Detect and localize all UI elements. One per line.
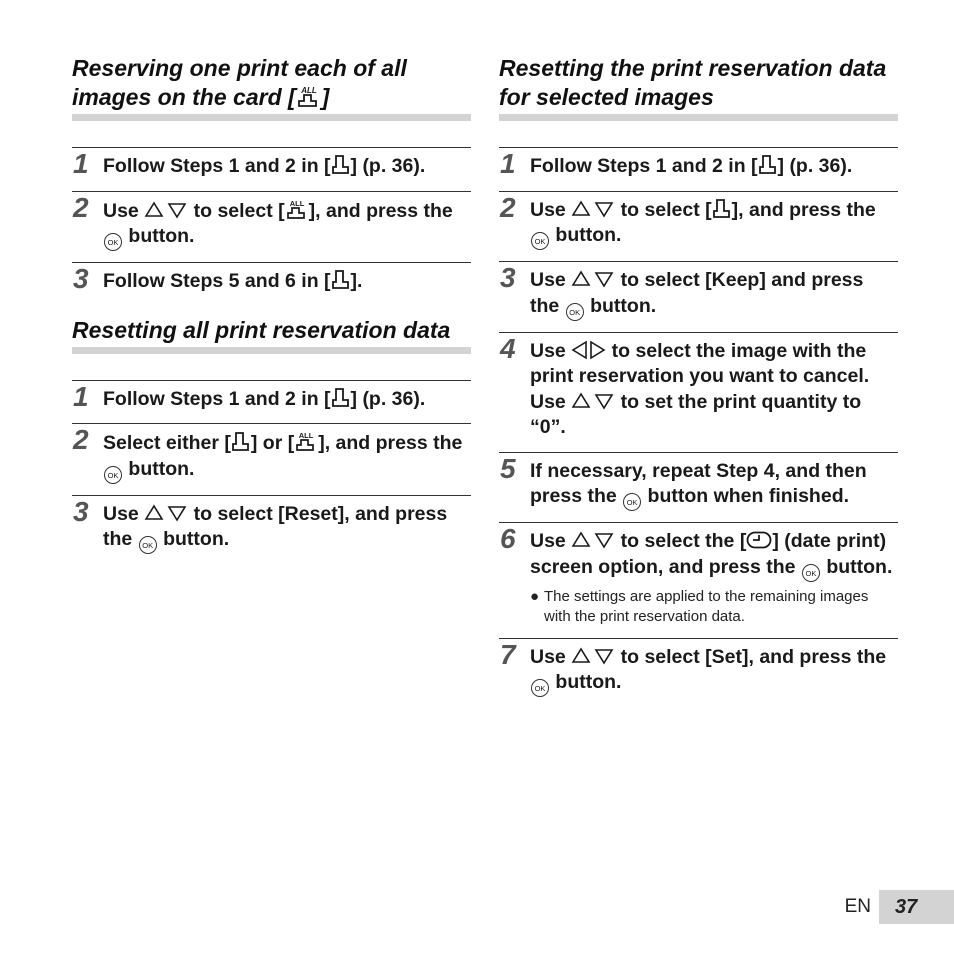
step-text: Use to select the image with the print reservation you want to cancel. Use to set the print quantity to “0”. [530,339,870,438]
print-icon [231,431,251,452]
language-label: EN [844,896,871,917]
ok-button-icon: OK [623,493,641,511]
left-right-arrow-icon [571,340,606,360]
ok-button-icon: OK [139,536,157,554]
up-down-arrow-icon [571,269,615,289]
step-number: 3 [73,263,89,294]
step-3 [72,495,471,566]
step-text: Follow Steps 1 and 2 in [ ] (p. 36). [103,387,426,410]
up-down-arrow-icon [144,200,188,220]
step-2 [499,191,898,262]
step-text: Use to select [ ALL ], and press the OK button. [103,198,471,252]
step-3 [72,262,471,306]
print-all-icon [296,84,322,108]
step-text: Follow Steps 1 and 2 in [ ] (p. 36). [103,155,426,177]
up-down-arrow-icon [571,530,615,550]
step-text: Use to select [Reset], and press the OK button. [103,502,471,555]
step-1 [72,380,471,424]
step-text: If necessary, repeat Step 4, and then press the OK button when finished. [530,459,898,512]
step-2 [72,191,471,263]
left-column [72,54,471,565]
right-column [499,54,898,708]
ok-button-icon: OK [104,466,122,484]
print-icon [712,198,732,219]
step-number: 7 [500,638,516,670]
step-text: Follow Steps 5 and 6 in [ ]. [103,270,363,292]
svg-text:ALL: ALL [300,86,317,95]
up-down-arrow-icon [571,646,615,666]
steps-all-images [72,147,471,306]
step-5 [499,452,898,523]
section-heading-reset-all: Resetting all print reservation data [72,316,471,354]
step-7 [499,638,898,709]
ok-button-icon: OK [802,564,820,582]
step-number: 1 [73,380,89,412]
print-all-icon [294,430,318,452]
step-number: 3 [500,262,516,293]
page-footer [845,890,954,924]
print-icon [331,269,351,290]
step-number: 6 [500,523,516,554]
step-number: 4 [500,332,516,364]
up-down-arrow-icon [571,391,615,411]
date-print-clock-icon [746,530,772,550]
step-text: Use to select [Set], and press the OK button. [530,645,898,698]
step-number: 2 [500,191,516,223]
up-down-arrow-icon [144,503,188,523]
step-number: 2 [73,424,89,455]
step-text: Follow Steps 1 and 2 in [ ] (p. 36). [530,155,853,177]
step-number: 1 [73,148,89,179]
step-3 [499,261,898,332]
up-down-arrow-icon [571,199,615,219]
step-6 [499,522,898,638]
svg-text:ALL: ALL [289,198,304,208]
step-number: 1 [500,148,516,179]
step-1 [72,147,471,191]
steps-reset-all [72,380,471,566]
page-number: 37 [879,890,954,924]
ok-button-icon: OK [104,233,122,251]
step-number: 5 [500,452,516,484]
step-4 [499,332,898,452]
bullet-icon: ● [530,587,540,605]
print-icon [331,387,351,408]
section-heading-all-images: Reserving one print each of all images on the card [ ALL ] [72,54,471,121]
print-all-icon [285,198,309,220]
step-note: ● The settings are applied to the remaining images with the print reservation data. [530,587,869,625]
step-1 [499,147,898,191]
svg-text:ALL: ALL [298,431,314,440]
print-icon [758,154,778,175]
steps-reset-selected [499,147,898,708]
print-icon [331,154,351,175]
ok-button-icon: OK [531,679,549,697]
section-heading-reset-selected: Resetting the print reservation data for selected images [499,54,898,121]
step-text: Use to select the [ ] (date print) screen option, and press the OK button. [530,529,898,582]
ok-button-icon: OK [531,232,549,250]
step-2 [72,423,471,495]
step-text: Use to select [ ], and press the OK button. [530,198,898,251]
step-text: Use to select [Keep] and press the OK button. [530,268,898,321]
step-number: 2 [73,191,89,223]
step-number: 3 [73,495,89,527]
ok-button-icon: OK [566,303,584,321]
step-text: Select either [ ] or [ ALL ], and press the OK button. [103,430,471,484]
